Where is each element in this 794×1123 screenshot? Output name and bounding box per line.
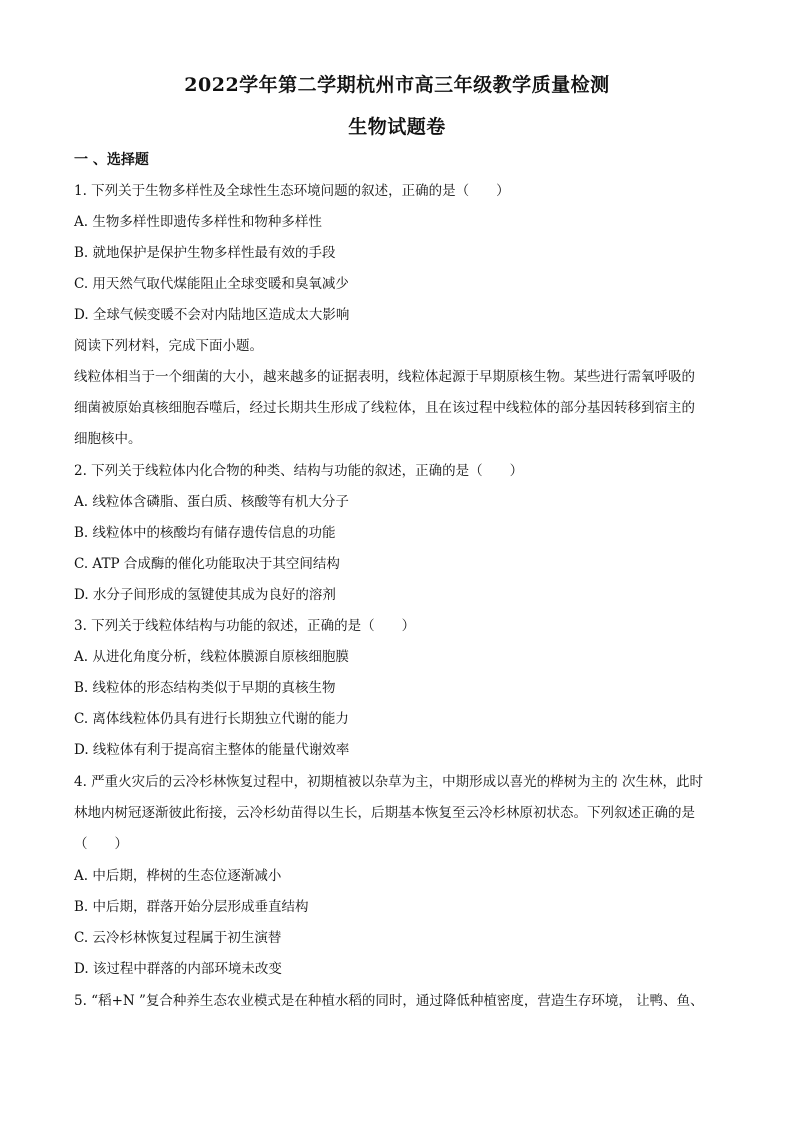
question-4-option-b: B. 中后期，群落开始分层形成垂直结构 (74, 899, 309, 915)
exam-subtitle: 生物试题卷 (348, 116, 446, 138)
question-1-option-b: B. 就地保护是保护生物多样性最有效的手段 (74, 245, 336, 261)
reading-material-line-1: 线粒体相当于一个细菌的大小，越来越多的证据表明，线粒体起源于早期原核生物。某些进行需氧呼吸的 (74, 369, 695, 385)
reading-material-line-3: 细胞核中。 (74, 431, 142, 447)
question-4-stem-line-1: 4. 严重火灾后的云冷杉林恢复过程中，初期植被以杂草为主，中期形成以喜光的桦树为主的 次生林，此时 (74, 774, 703, 790)
question-2-option-d: D. 水分子间形成的氢键使其成为良好的溶剂 (74, 587, 336, 603)
question-2-option-a: A. 线粒体含磷脂、蛋白质、核酸等有机大分子 (74, 494, 349, 510)
question-4-option-d: D. 该过程中群落的内部环境未改变 (74, 961, 282, 977)
question-3-stem: 3. 下列关于线粒体结构与功能的叙述，正确的是（ ） (74, 618, 416, 634)
question-3-option-a: A. 从进化角度分析，线粒体膜源自原核细胞膜 (74, 649, 349, 665)
question-4-stem-line-2: 林地内树冠逐渐彼此衔接，云冷杉幼苗得以生长，后期基本恢复至云冷杉林原初状态。下列叙述正确的是 (74, 805, 695, 821)
exam-title: 2022学年第二学期杭州市高三年级教学质量检测 (184, 74, 610, 96)
question-1-option-a: A. 生物多样性即遗传多样性和物种多样性 (74, 214, 322, 230)
question-3-option-c: C. 离体线粒体仍具有进行长期独立代谢的能力 (74, 711, 349, 727)
question-1-option-c: C. 用天然气取代煤能阻止全球变暖和臭氧减少 (74, 276, 349, 292)
question-1-stem: 1. 下列关于生物多样性及全球性生态环境问题的叙述，正确的是（ ） (74, 183, 510, 199)
question-5-stem-line-1: 5. “稻+N ”复合种养生态农业模式是在种植水稻的同时，通过降低种植密度，营造生存环境， 让鸭、鱼、 (74, 993, 704, 1009)
question-4-answer-bracket: （ ） (74, 836, 128, 852)
question-2-stem: 2. 下列关于线粒体内化合物的种类、结构与功能的叙述，正确的是（ ） (74, 463, 524, 479)
question-4-option-c: C. 云冷杉林恢复过程属于初生演替 (74, 930, 282, 946)
reading-material-line-2: 细菌被原始真核细胞吞噬后，经过长期共生形成了线粒体，且在该过程中线粒体的部分基因转移到宿主的 (74, 400, 695, 416)
question-4-option-a: A. 中后期，桦树的生态位逐渐减小 (74, 868, 282, 884)
question-2-option-c: C. ATP 合成酶的催化功能取决于其空间结构 (74, 556, 340, 572)
section-heading: 一 、选择题 (74, 152, 149, 168)
question-3-option-b: B. 线粒体的形态结构类似于早期的真核生物 (74, 680, 336, 696)
question-2-option-b: B. 线粒体中的核酸均有储存遗传信息的功能 (74, 525, 336, 541)
question-1-option-d: D. 全球气候变暖不会对内陆地区造成太大影响 (74, 307, 350, 323)
reading-instruction: 阅读下列材料，完成下面小题。 (74, 338, 263, 354)
question-3-option-d: D. 线粒体有利于提高宿主整体的能量代谢效率 (74, 742, 350, 758)
